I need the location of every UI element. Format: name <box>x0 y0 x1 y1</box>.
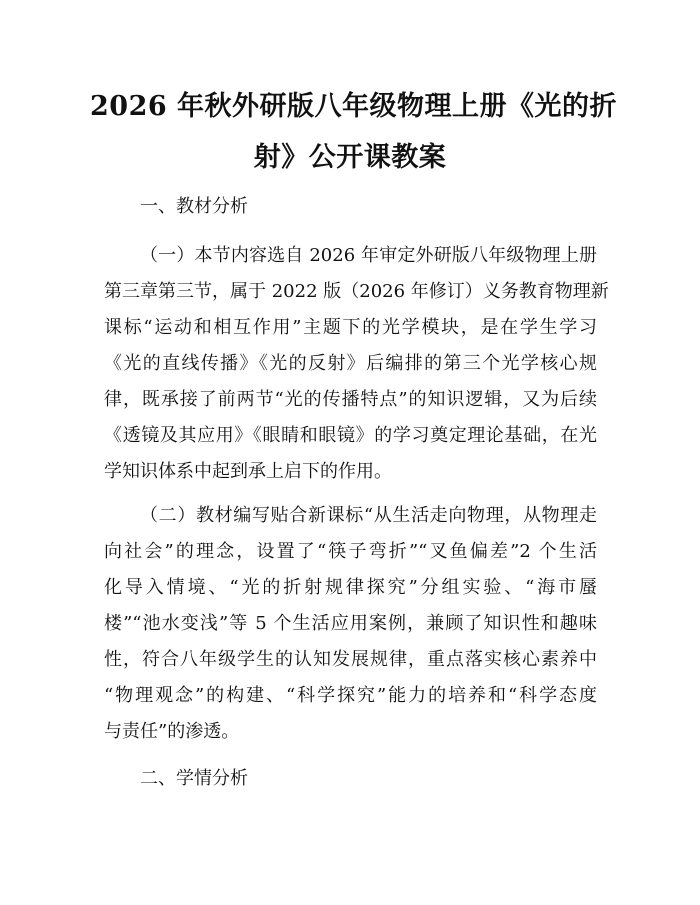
paragraph-1-line-7: 学知识体系中起到承上启下的作用。 <box>104 461 392 482</box>
document-title-line-1: 2026 年秋外研版八年级物理上册《光的折 <box>90 91 618 122</box>
section-heading-textbook-analysis: 一、教材分析 <box>140 196 248 217</box>
paragraph-2-line-3: 化导入情境、“光的折射规律探究”分组实验、“海市蜃 <box>104 577 597 598</box>
paragraph-1-line-6: 《透镜及其应用》《眼睛和眼镜》的学习奠定理论基础，在光 <box>104 425 597 446</box>
document-title-line-2: 射》公开课教案 <box>253 142 447 173</box>
paragraph-1-line-2: 第三章第三节，属于 2022 版（2026 年修订）义务教育物理新 <box>104 281 609 302</box>
section-heading-student-analysis: 二、学情分析 <box>140 768 248 789</box>
paragraph-1-line-4: 《光的直线传播》《光的反射》后编排的第三个光学核心规 <box>104 353 597 374</box>
paragraph-1-line-1: （一）本节内容选自 2026 年审定外研版八年级物理上册 <box>140 245 597 266</box>
paragraph-1-line-5: 律，既承接了前两节“光的传播特点”的知识逻辑，又为后续 <box>104 389 597 410</box>
paragraph-2-line-5: 性，符合八年级学生的认知发展规律，重点落实核心素养中 <box>104 649 597 670</box>
paragraph-2-line-1: （二）教材编写贴合新课标“从生活走向物理，从物理走 <box>140 505 597 526</box>
paragraph-2-line-6: “物理观念”的构建、“科学探究”能力的培养和“科学态度 <box>104 685 597 706</box>
paragraph-2-line-7: 与责任”的渗透。 <box>104 721 240 742</box>
paragraph-2-line-2: 向社会”的理念，设置了“筷子弯折”“叉鱼偏差”2 个生活 <box>104 541 597 562</box>
paragraph-1-line-3: 课标“运动和相互作用”主题下的光学模块，是在学生学习 <box>104 317 597 338</box>
paragraph-2-line-4: 楼”“池水变浅”等 5 个生活应用案例，兼顾了知识性和趣味 <box>104 613 597 634</box>
